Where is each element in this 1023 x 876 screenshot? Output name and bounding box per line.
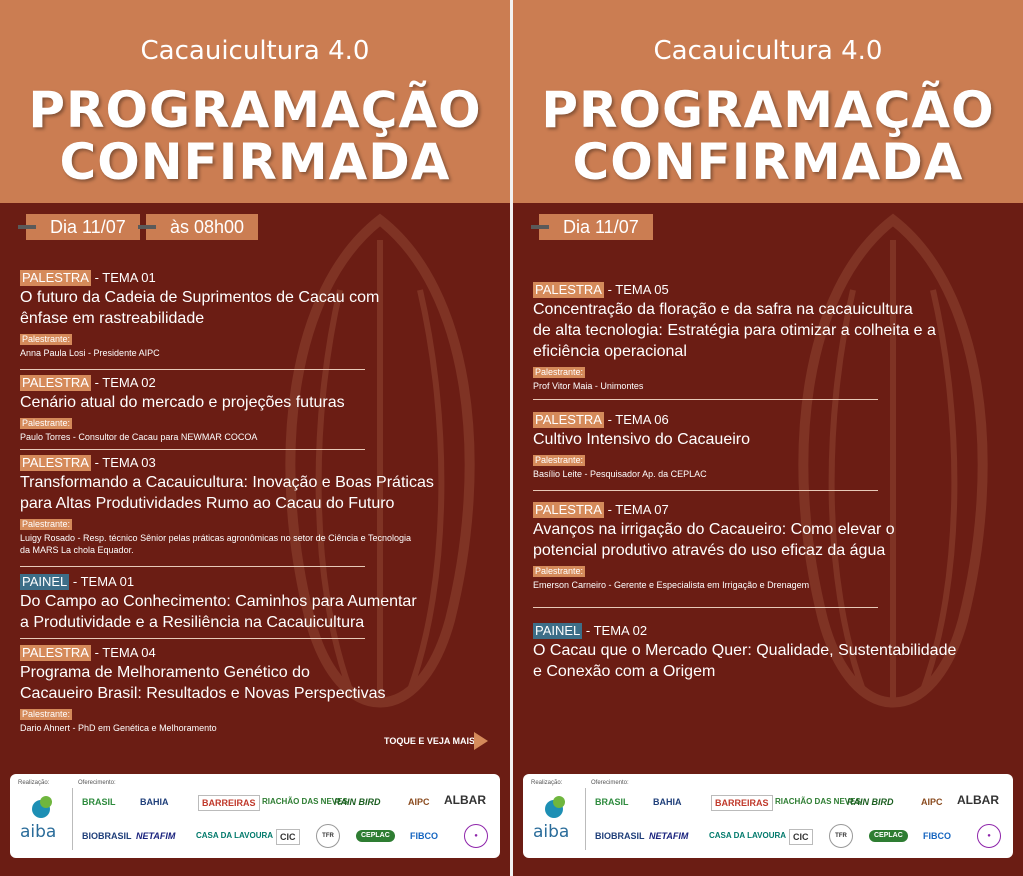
sponsor-logo: RIACHÃO DAS NEVES	[775, 797, 861, 806]
sponsor-logo: CEPLAC	[356, 830, 395, 842]
item-title: Cultivo Intensivo do Cacaueiro	[533, 431, 751, 448]
program-item	[533, 502, 1003, 591]
program-panel-right	[513, 0, 1023, 876]
sponsor-logo: AIPC	[921, 797, 943, 807]
sponsor-logo: BAHIA	[653, 797, 682, 807]
speaker-name: Emerson Carneiro - Gerente e Especialista em Irrigação e Drenagem	[533, 580, 810, 590]
dash-icon	[531, 225, 549, 229]
headline-line-1: PROGRAMAÇÃO	[541, 81, 995, 139]
event-subtitle: Cacauicultura 4.0	[653, 36, 883, 66]
headline-line-2: CONFIRMADA	[59, 133, 451, 191]
speaker-name: Anna Paula Losi - Presidente AIPC	[20, 348, 160, 358]
date-tag: Dia 11/07	[26, 214, 140, 240]
dash-icon	[138, 225, 156, 229]
sponsor-logo: CEPLAC	[869, 830, 908, 842]
headline-line-2: CONFIRMADA	[572, 133, 964, 191]
speaker-name: Dario Ahnert - PhD em Genética e Melhoramento	[20, 723, 217, 733]
sponsor-logo: TFR	[316, 824, 340, 848]
divider	[533, 490, 878, 491]
program-item	[20, 270, 490, 359]
theme-label: - TEMA 02	[582, 623, 648, 638]
theme-label: - TEMA 06	[603, 412, 669, 427]
speaker-label: Palestrante:	[22, 519, 71, 529]
theme-label: - TEMA 05	[603, 282, 669, 297]
program-panel-left	[0, 0, 510, 876]
painel-pill: PAINEL	[535, 623, 581, 638]
divider	[20, 449, 365, 450]
palestra-pill: PALESTRA	[22, 645, 89, 660]
speaker-label: Palestrante:	[535, 566, 584, 576]
program-item	[20, 645, 490, 734]
realizacao-label: Realização:	[531, 780, 563, 786]
date-tag: Dia 11/07	[539, 214, 653, 240]
sponsor-logo: ALBAR	[957, 793, 999, 807]
theme-label: - TEMA 02	[90, 375, 156, 390]
palestra-pill: PALESTRA	[535, 502, 602, 517]
palestra-pill: PALESTRA	[535, 282, 602, 297]
sponsor-logo: BARREIRAS	[198, 795, 260, 811]
sponsor-logo: NETAFIM	[649, 831, 689, 841]
time-tag: às 08h00	[146, 214, 258, 240]
theme-label: - TEMA 07	[603, 502, 669, 517]
sponsor-logo: RAIN BIRD	[334, 797, 381, 807]
palestra-pill: PALESTRA	[535, 412, 602, 427]
item-title: Transformando a Cacauicultura: Inovação e Boas Práticas para Altas Produtividades Rumo ao Cacau do Futuro	[20, 474, 434, 512]
aiba-logo-icon	[40, 796, 52, 808]
divider	[20, 566, 365, 567]
sponsor-logo: FIBCO	[923, 831, 951, 841]
see-more-link[interactable]: TOQUE E VEJA MAIS	[384, 736, 476, 746]
sponsor-logo: FIBCO	[410, 831, 438, 841]
sponsor-logo: BIOBRASIL	[82, 831, 132, 841]
program-item	[533, 623, 1003, 682]
realizacao-label: Realização:	[18, 780, 50, 786]
divider	[72, 788, 73, 850]
sponsor-logo: BRASIL	[82, 797, 116, 807]
sponsor-logo: BIOBRASIL	[595, 831, 645, 841]
divider	[533, 399, 878, 400]
sponsor-logo: ●	[977, 824, 1001, 848]
theme-label: - TEMA 03	[90, 455, 156, 470]
item-title: Cenário atual do mercado e projeções futuras	[20, 394, 345, 411]
sponsor-logo: ALBAR	[444, 793, 486, 807]
sponsor-logo: CIC	[789, 829, 813, 845]
speaker-name: Basílio Leite - Pesquisador Ap. da CEPLAC	[533, 469, 707, 479]
sponsor-logo: ●	[464, 824, 488, 848]
sponsor-bar	[523, 774, 1013, 858]
program-item	[20, 455, 490, 556]
item-title: O Cacau que o Mercado Quer: Qualidade, Sustentabilidade e Conexão com a Origem	[533, 642, 957, 680]
theme-label: - TEMA 01	[90, 270, 156, 285]
painel-pill: PAINEL	[22, 574, 68, 589]
event-subtitle: Cacauicultura 4.0	[140, 36, 370, 66]
aiba-logo-icon	[553, 796, 565, 808]
item-title: Avanços na irrigação do Cacaueiro: Como elevar o potencial produtivo através do uso eficaz da água	[533, 521, 895, 559]
sponsor-logo: NETAFIM	[136, 831, 176, 841]
program-item	[20, 574, 490, 633]
sponsor-logo: RIACHÃO DAS NEVES	[262, 797, 348, 806]
sponsor-logo: CASA DA LAVOURA	[709, 831, 787, 840]
theme-label: - TEMA 04	[90, 645, 156, 660]
item-title: O futuro da Cadeia de Suprimentos de Cacau com ênfase em rastreabilidade	[20, 289, 380, 327]
speaker-label: Palestrante:	[535, 455, 584, 465]
program-item	[533, 412, 1003, 480]
sponsor-logo: BAHIA	[140, 797, 169, 807]
sponsor-logo: AIPC	[408, 797, 430, 807]
sponsor-logo: TFR	[829, 824, 853, 848]
program-item	[533, 282, 1003, 392]
aiba-logo: aiba	[20, 822, 57, 842]
dash-icon	[18, 225, 36, 229]
program-item	[20, 375, 490, 443]
palestra-pill: PALESTRA	[22, 375, 89, 390]
speaker-label: Palestrante:	[22, 709, 71, 719]
item-title: Do Campo ao Conhecimento: Caminhos para Aumentar a Produtividade e a Resiliência na Cacauicultura	[20, 593, 417, 631]
sponsor-logo: RAIN BIRD	[847, 797, 894, 807]
divider	[533, 607, 878, 608]
sponsor-logo: CASA DA LAVOURA	[196, 831, 274, 840]
oferecimento-label: Oferecimento:	[591, 780, 629, 786]
oferecimento-label: Oferecimento:	[78, 780, 116, 786]
speaker-name: Paulo Torres - Consultor de Cacau para NEWMAR COCOA	[20, 432, 258, 442]
sponsor-logo: BRASIL	[595, 797, 629, 807]
speaker-name: Prof Vitor Maia - Unimontes	[533, 381, 644, 391]
theme-label: - TEMA 01	[69, 574, 135, 589]
aiba-logo: aiba	[533, 822, 570, 842]
sponsor-logo: BARREIRAS	[711, 795, 773, 811]
speaker-label: Palestrante:	[22, 418, 71, 428]
divider	[20, 638, 365, 639]
divider	[20, 369, 365, 370]
sponsor-logo: CIC	[276, 829, 300, 845]
palestra-pill: PALESTRA	[22, 270, 89, 285]
item-title: Programa de Melhoramento Genético do Cacaueiro Brasil: Resultados e Novas Perspectivas	[20, 664, 386, 702]
headline-line-1: PROGRAMAÇÃO	[28, 81, 482, 139]
divider	[585, 788, 586, 850]
palestra-pill: PALESTRA	[22, 455, 89, 470]
speaker-label: Palestrante:	[22, 334, 71, 344]
arrow-right-icon[interactable]	[474, 732, 488, 750]
speaker-label: Palestrante:	[535, 367, 584, 377]
item-title: Concentração da floração e da safra na cacauicultura de alta tecnologia: Estratégia para otimizar a colheita e a eficiência operacional	[533, 301, 936, 360]
speaker-name: Luigy Rosado - Resp. técnico Sênior pelas práticas agronômicas no setor de Ciência e Tecnologia da MARS La chola Equador.	[20, 533, 412, 555]
sponsor-bar	[10, 774, 500, 858]
